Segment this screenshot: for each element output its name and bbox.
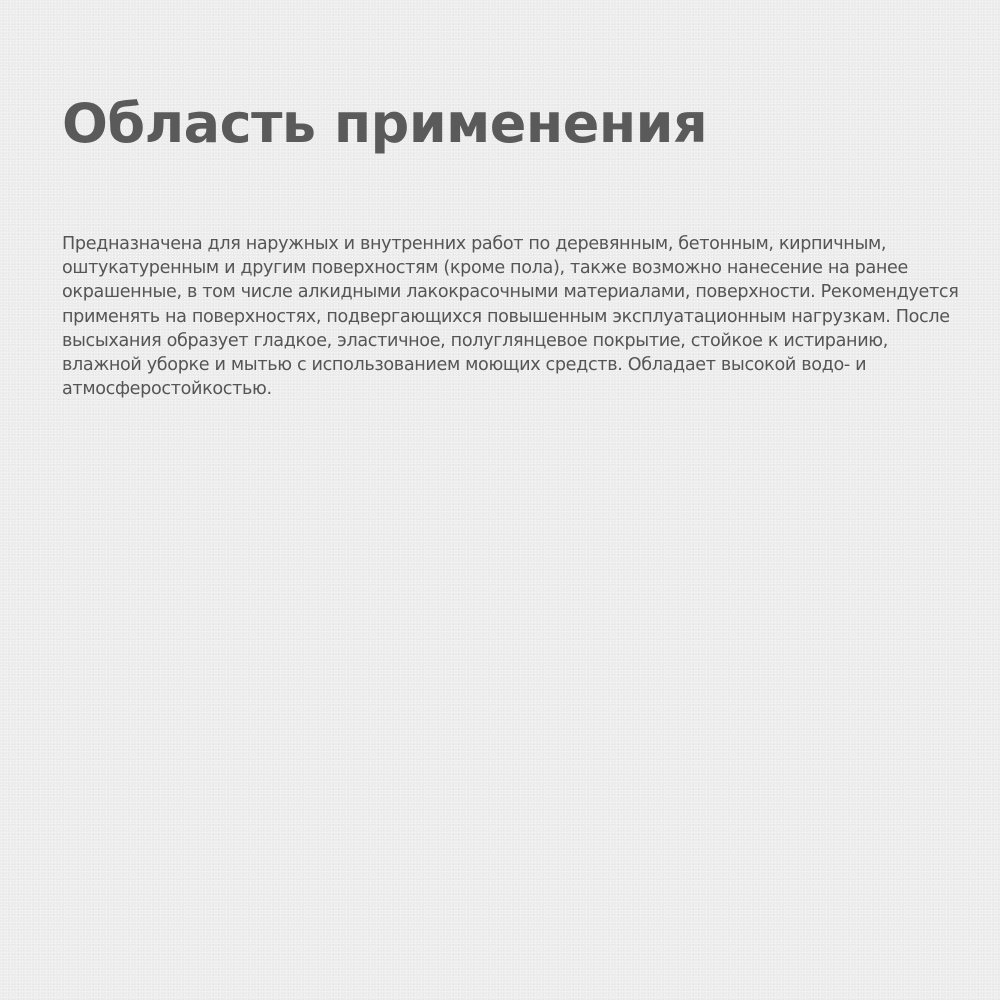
section-title: Область применения bbox=[62, 92, 708, 155]
section-description: Предназначена для наружных и внутренних работ по деревянным, бетонным, кирпичным, оштукатуренным и другим поверхностям (кроме пола), также возможно нанесение на ранее окрашенные, в том числе алкидными лакокрасочными материалами, поверхности. Рекомендуется применять на поверхностях, подвергающихся повышенным эксплуатационным нагрузкам. После высыхания образует гладкое, эластичное, полуглянцевое покрытие, стойкое к истиранию, влажной уборке и мытью с использованием моющих средств. Обладает высокой водо- и атмосферостойкостью. bbox=[62, 234, 959, 400]
